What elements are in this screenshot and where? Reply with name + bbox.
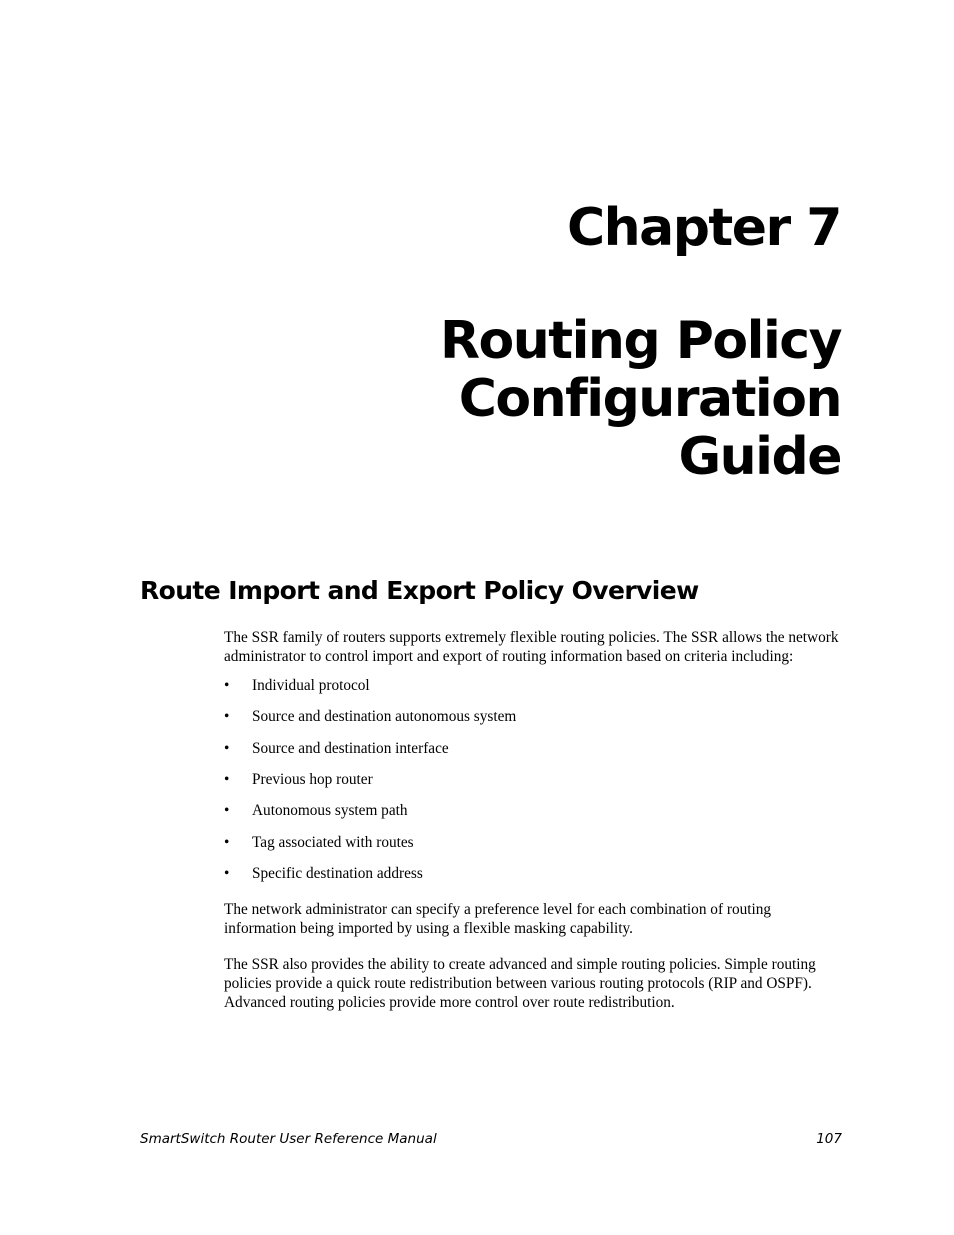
chapter-title-line-1: Routing Policy <box>439 311 841 371</box>
chapter-title-line-2: Configuration <box>458 369 841 429</box>
list-item-text: Tag associated with routes <box>252 833 414 851</box>
criteria-list <box>224 677 844 896</box>
preference-paragraph: The network administrator can specify a preference level for each combination of routing information being imported by using a flexible masking capability. <box>224 901 772 937</box>
bullet-marker: • <box>224 802 230 820</box>
section-body <box>224 629 844 1012</box>
bullet-marker: • <box>224 864 230 882</box>
list-item-text: Source and destination autonomous system <box>252 708 517 726</box>
list-item-text: Specific destination address <box>252 864 423 882</box>
chapter-title-line-3: Guide <box>678 427 841 487</box>
list-item-text: Previous hop router <box>252 771 373 789</box>
list-item <box>224 771 844 802</box>
chapter-heading <box>440 196 841 486</box>
bullet-marker: • <box>224 677 230 695</box>
bullet-marker: • <box>224 739 230 757</box>
list-item <box>224 865 844 896</box>
section-heading: Route Import and Export Policy Overview <box>140 576 699 605</box>
list-item-text: Source and destination interface <box>252 739 449 757</box>
policy-types-paragraph: The SSR also provides the ability to create advanced and simple routing policies. Simple routing policies provide a quick route redistribution between various routing protocols (RIP and OSPF). Advanced routing policies provide more control over route redistribution. <box>224 956 816 1011</box>
list-item <box>224 677 844 708</box>
list-item <box>224 834 844 865</box>
page-number: 107 <box>816 1131 842 1147</box>
list-item-text: Autonomous system path <box>252 802 408 820</box>
list-item <box>224 740 844 771</box>
bullet-marker: • <box>224 771 230 789</box>
chapter-label: Chapter 7 <box>566 198 841 258</box>
intro-paragraph: The SSR family of routers supports extremely flexible routing policies. The SSR allows the network administrator to control import and export of routing information based on criteria including: <box>224 629 839 665</box>
list-item <box>224 802 844 833</box>
list-item <box>224 708 844 739</box>
footer-manual-name: SmartSwitch Router User Reference Manual <box>140 1131 437 1147</box>
chapter-title <box>440 312 841 486</box>
list-item-text: Individual protocol <box>252 677 370 695</box>
bullet-marker: • <box>224 833 230 851</box>
bullet-marker: • <box>224 708 230 726</box>
